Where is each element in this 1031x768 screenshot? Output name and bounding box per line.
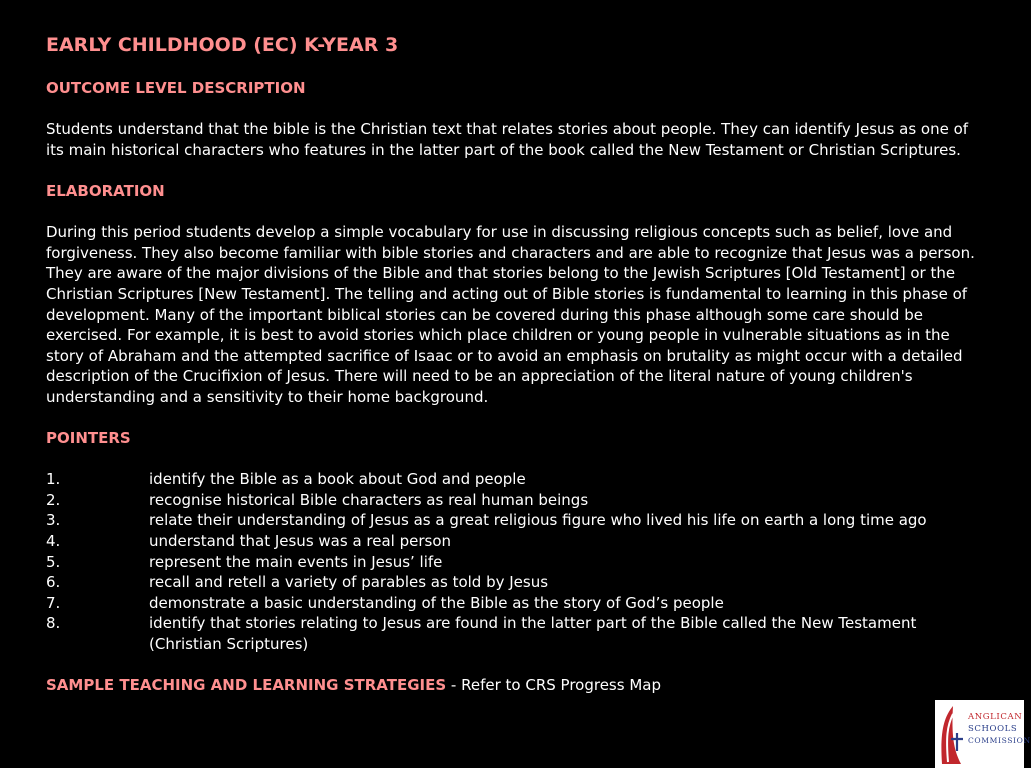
strategies-line [46,675,976,696]
pointer-number: 2. [46,490,61,509]
logo-line-1: ANGLICAN [968,712,1023,722]
strategies-text: - Refer to CRS Progress Map [446,676,661,695]
pointer-text: identify the Bible as a book about God and people [149,470,526,489]
strategies-heading: SAMPLE TEACHING AND LEARNING STRATEGIES [46,676,447,695]
pointer-item [46,572,976,593]
pointer-item [46,490,976,511]
slide-content [46,33,976,696]
pointer-number: 8. [46,614,61,633]
slide-title: EARLY CHILDHOOD (EC) K-YEAR 3 [46,34,399,56]
pointer-item [46,552,976,573]
mitre-cross-icon [937,704,967,766]
pointer-text: understand that Jesus was a real person [149,532,452,551]
pointers-heading: POINTERS [46,429,131,448]
pointer-text: relate their understanding of Jesus as a great religious figure who lived his life on earth a long time ago [149,511,927,530]
pointer-text: represent the main events in Jesus’ life [149,552,443,571]
logo-line-3: COMMISSION [968,736,1031,745]
pointer-number: 5. [46,552,61,571]
anglican-schools-commission-logo [935,700,1031,768]
pointer-item [46,510,976,531]
pointer-item [46,613,976,654]
logo-wordmark [968,712,1031,747]
outcome-text: Students understand that the bible is the Christian text that relates stories about people. They can identify Jesus as one of its main historical characters who features in the latter part of the book called the New Testament or Christian Scriptures. [46,120,969,159]
pointer-item [46,593,976,614]
elaboration-text: During this period students develop a simple vocabulary for use in discussing religious concepts such as belief, love and forgiveness. They also become familiar with bible stories and characters and are able to recognize that Jesus was a person. They are aware of the major divisions of the Bible and that stories belong to the Jewish Scriptures [Old Testament] or the Christian Scriptures [New Testament]. The telling and acting out of Bible stories is fundamental to learning in this phase of development. Many of the important biblical stories can be covered during this phase although some care should be exercised. For example, it is best to avoid stories which place children or young people in vulnerable situations as in the story of Abraham and the attempted sacrifice of Isaac or to avoid an emphasis on brutality as might occur with a detailed description of the Crucifixion of Jesus. There will need to be an appreciation of the literal nature of young children's understanding and a sensitivity to their home background. [46,223,975,406]
pointer-item [46,531,976,552]
pointer-number: 7. [46,593,61,612]
pointer-number: 4. [46,532,61,551]
pointer-number: 6. [46,573,61,592]
elaboration-heading: ELABORATION [46,181,165,200]
pointer-text: identify that stories relating to Jesus are found in the latter part of the Bible called the New Testament (Christian Scriptures) [149,614,917,654]
outcome-heading: OUTCOME LEVEL DESCRIPTION [46,79,306,97]
pointer-number: 1. [46,470,61,489]
logo-line-2: SCHOOLS [968,723,1018,734]
pointer-text: recall and retell a variety of parables as told by Jesus [149,573,549,592]
pointer-text: recognise historical Bible characters as real human beings [149,490,589,509]
pointer-number: 3. [46,511,61,530]
pointer-text: demonstrate a basic understanding of the Bible as the story of God’s people [149,593,724,612]
pointer-item [46,469,976,490]
pointers-list [46,469,976,654]
